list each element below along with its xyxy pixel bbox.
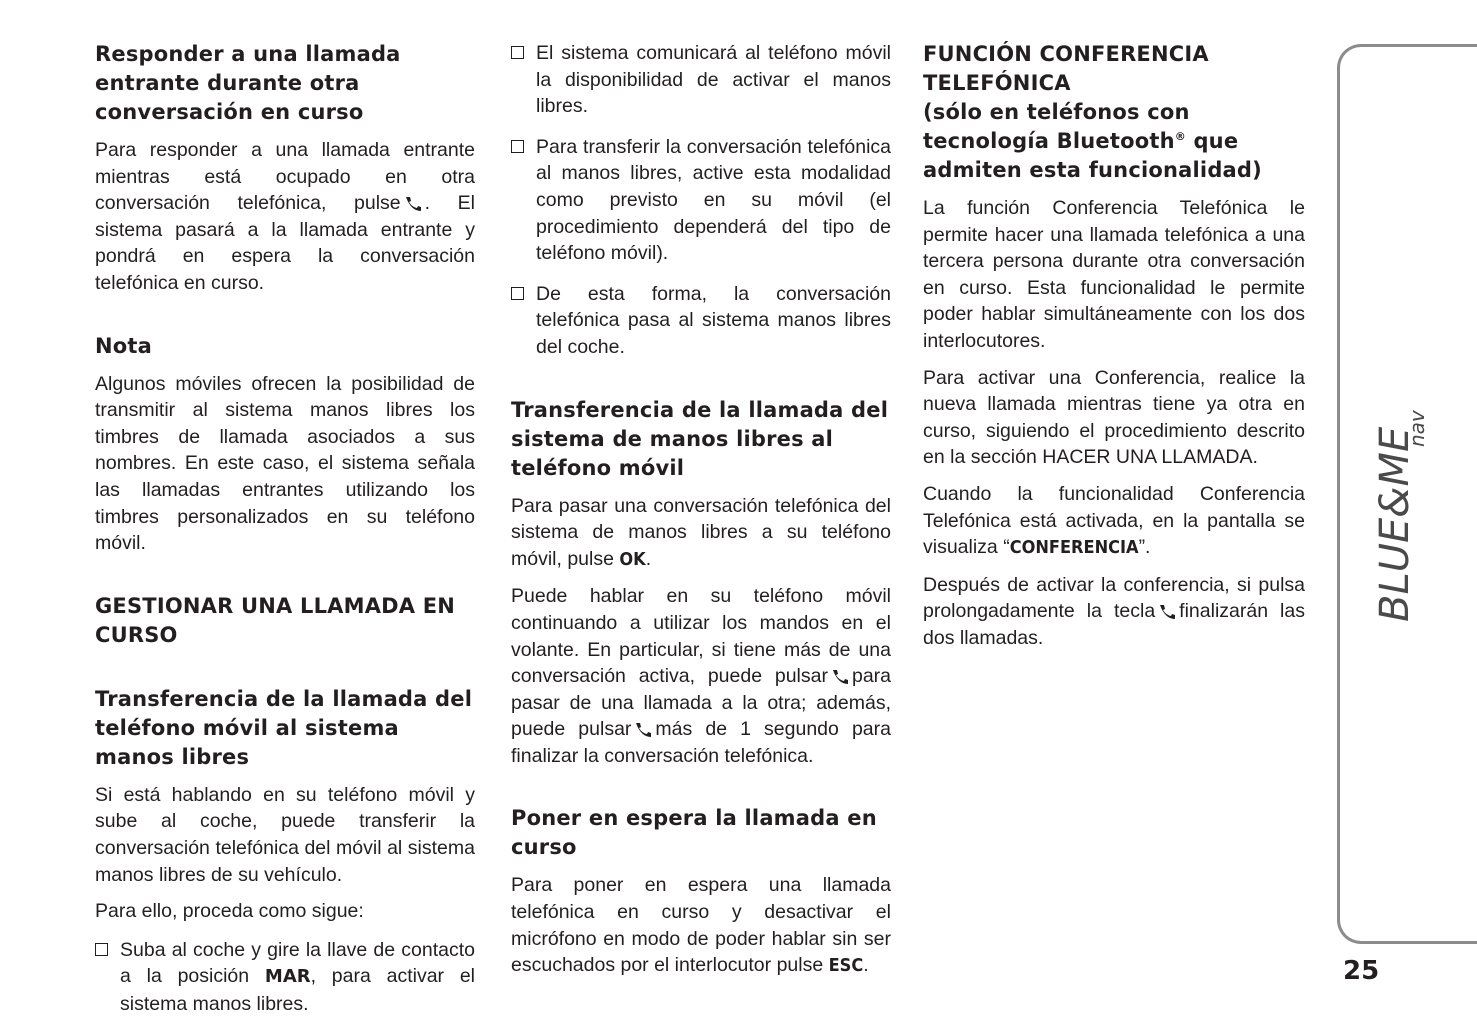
list-item: El sistema comunicará al teléfono móvil la disponibilidad de activar el manos libres. xyxy=(511,40,891,120)
paragraph-conf-1: La función Conferencia Telefónica le permite hacer una llamada telefónica a una tercera persona durante otra conversación en curso. Esta funcionalidad le permite poder hablar simultáneamente con los dos interlocutores. xyxy=(923,197,1305,352)
paragraph-proceda: Para ello, proceda como sigue: xyxy=(95,900,364,923)
brand-name: BLUE&ME xyxy=(1372,426,1418,622)
page-number: 25 xyxy=(1343,956,1380,986)
heading-conferencia: FUNCIÓN CONFERENCIA TELEFÓNICA xyxy=(923,42,1209,95)
checkbox-icon xyxy=(95,943,108,956)
heading-nota: Nota xyxy=(95,333,153,358)
paragraph-transfer-movil: Si está hablando en su teléfono móvil y sube al coche, puede transferir la conversación telefónica del móvil al sistema manos libres de su vehículo. xyxy=(95,783,475,886)
paragraph-nota: Algunos móviles ofrecen la posibilidad de transmitir al sistema manos libres los timbres de llamada asociados a sus nombres. En este caso, el sistema señala las llamadas entrantes utilizando los timbres personalizados en su teléfono móvil. xyxy=(95,372,475,555)
paragraph-pasar: Para pasar una conversación telefónica del sistema de manos libres a su teléfono móvil, pulse OK. xyxy=(511,494,891,570)
paragraph-conf-4: Después de activar la conferencia, si pulsa prolongadamente la tecla finalizarán las dos llamadas. xyxy=(923,573,1305,649)
paragraph-conf-2: Para activar una Conferencia, realice la nueva llamada mientras tiene ya otra en curso, siguiendo el procedimiento descrito en la sección HACER UNA LLAMADA. xyxy=(923,366,1305,469)
paragraph-conf-3: Cuando la funcionalidad Conferencia Telefónica está activada, en la pantalla se visualiza “CONFERENCIA”. xyxy=(923,482,1305,559)
brand-sub: nav xyxy=(1405,410,1429,447)
column-middle xyxy=(511,40,891,980)
paragraph-responder: Para responder a una llamada entrante mientras está ocupado en otra conversación telefónica, pulse . El sistema pasará a la llamada entrante y pondrá en espera la conversación telefónica en curso. xyxy=(95,139,475,294)
heading-transfer-movil: Transferencia de la llamada del teléfono móvil al sistema manos libres xyxy=(95,686,473,769)
paragraph-puede: Puede hablar en su teléfono móvil continuando a utilizar los mandos en el volante. En particular, si tiene más de una conversación activa, puede pulsar para pasar de una llamada a la otra; además, puede pulsar más de 1 segundo para finalizar la conversación telefónica. xyxy=(511,585,891,767)
checkbox-icon xyxy=(511,140,524,153)
heading-responder: Responder a una llamada entrante durante otra conversación en curso xyxy=(95,42,401,124)
heading-transfer-sistema: Transferencia de la llamada del sistema de manos libres al teléfono móvil xyxy=(511,397,889,480)
list-item: Suba al coche y gire la llave de contacto a la posición MAR, para activar el sistema manos libres. xyxy=(95,937,475,1018)
phone-handset-icon xyxy=(1158,604,1176,620)
list-item: De esta forma, la conversación telefónica pasa al sistema manos libres del coche. xyxy=(511,281,891,361)
column-left xyxy=(95,40,475,1017)
phone-handset-icon xyxy=(634,722,652,738)
brand-logo xyxy=(1372,372,1429,622)
paragraph-espera: Para poner en espera una llamada telefónica en curso y desactivar el micrófono en modo de poder hablar sin ser escuchados por el interlocutor pulse ESC. xyxy=(511,874,891,977)
steps-list-2 xyxy=(511,40,891,361)
phone-handset-icon xyxy=(831,669,849,685)
checkbox-icon xyxy=(511,287,524,300)
heading-espera: Poner en espera la llamada en curso xyxy=(511,806,877,860)
list-item: Para transferir la conversación telefónica al manos libres, active esta modalidad como previsto en su móvil (el procedimiento dependerá del tipo de teléfono móvil). xyxy=(511,134,891,267)
column-right xyxy=(923,40,1305,652)
heading-conferencia-sub: (sólo en teléfonos con tecnología Bluetooth® que admiten esta funcionalidad) xyxy=(923,100,1262,182)
phone-handset-icon xyxy=(404,196,422,212)
steps-list-1 xyxy=(95,937,475,1018)
checkbox-icon xyxy=(511,46,524,59)
heading-gestionar: GESTIONAR UNA LLAMADA EN CURSO xyxy=(95,593,456,647)
